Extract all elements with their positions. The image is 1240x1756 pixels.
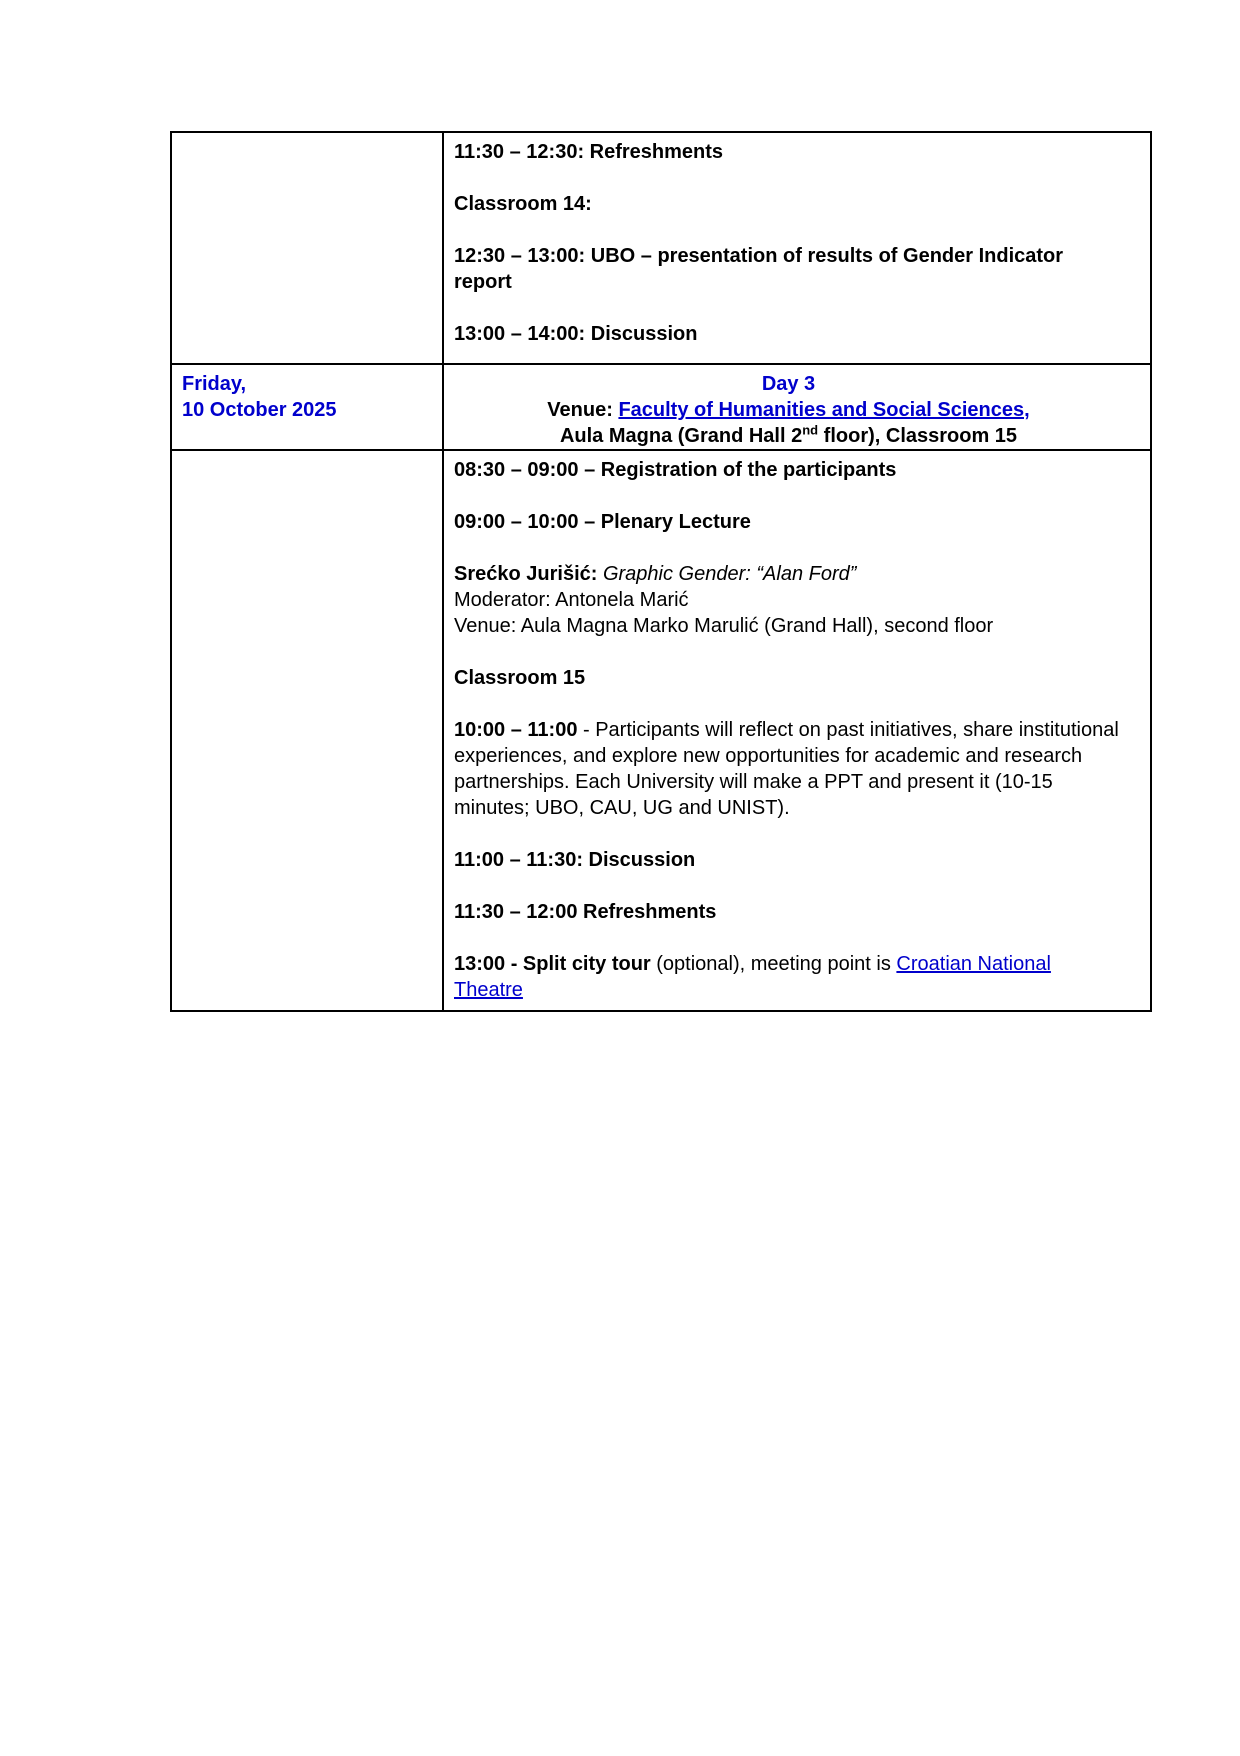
blank-line (454, 535, 1123, 561)
paragraph (454, 509, 1123, 535)
text-run: Classroom 15 (454, 667, 586, 689)
text-run: Srećko Jurišić: (454, 563, 603, 585)
text-run: Classroom 14: (454, 193, 592, 215)
date-cell-friday (171, 364, 443, 450)
paragraph (454, 243, 1123, 295)
text-run: nd (802, 422, 819, 438)
blank-line (454, 295, 1123, 321)
blank-line (454, 691, 1123, 717)
blank-line (454, 217, 1123, 243)
date-cell-empty (171, 450, 443, 1011)
text-run: 10:00 – 11:00 (454, 719, 578, 741)
paragraph (454, 665, 1123, 691)
text-run: Moderator: Antonela Marić (454, 589, 689, 611)
text-run: 11:30 – 12:30: Refreshments (454, 141, 724, 163)
paragraph (454, 587, 1123, 613)
paragraph (454, 847, 1123, 873)
text-run: 09:00 – 10:00 – Plenary Lecture (454, 511, 751, 533)
paragraph (454, 191, 1123, 217)
text-run: Venue: Aula Magna Marko Marulić (Grand Hall), second floor (454, 615, 994, 637)
paragraph (454, 321, 1123, 347)
text-run: Aula Magna (Grand Hall 2 (559, 425, 803, 447)
text-run: Friday, (182, 373, 247, 395)
text-run: Day 3 (761, 373, 816, 395)
text-run: 13:00 – 14:00: Discussion (454, 323, 698, 345)
blank-line (454, 925, 1123, 951)
text-run: 08:30 – 09:00 – Registration of the participants (454, 459, 897, 481)
schedule-cell-content (454, 139, 1123, 347)
table-row (171, 450, 1151, 1011)
date-cell-empty (171, 132, 443, 364)
conference-schedule-table (170, 131, 1152, 1012)
text-run: 11:30 – 12:00 Refreshments (454, 901, 717, 923)
blank-line (454, 483, 1123, 509)
blank-line (454, 639, 1123, 665)
text-run: Venue: (547, 399, 619, 421)
text-run: 10 October 2025 (182, 399, 337, 421)
paragraph (454, 899, 1123, 925)
faculty-of-humanities-link[interactable]: Faculty of Humanities and Social Sciences, (618, 399, 1030, 421)
paragraph (454, 717, 1123, 821)
paragraph (454, 457, 1123, 483)
schedule-cell-day2-afternoon (443, 132, 1151, 364)
table-row (171, 132, 1151, 364)
text-run: Graphic Gender: “Alan Ford” (602, 563, 857, 585)
blank-line (454, 873, 1123, 899)
schedule-cell-content (454, 371, 1123, 449)
text-run: 11:00 – 11:30: Discussion (454, 849, 696, 871)
paragraph (454, 371, 1123, 397)
paragraph (454, 561, 1123, 587)
text-run: (optional), meeting point is (650, 953, 897, 975)
paragraph (454, 139, 1123, 165)
croatian-national-theatre-link[interactable]: Croatian National Theatre (454, 953, 1051, 1001)
text-run: floor), Classroom 15 (818, 425, 1018, 447)
blank-line (454, 821, 1123, 847)
schedule-cell-day3-header (443, 364, 1151, 450)
table-row (171, 364, 1151, 450)
paragraph (454, 613, 1123, 639)
blank-line (454, 165, 1123, 191)
text-run: - Participants will reflect on past initiatives, share institutional experiences, and explore new opportunities for academic and research partnerships. Each University will make a PPT and present it (10-15 minutes; UBO, CAU, UG and UNIST). (454, 719, 1119, 819)
schedule-cell-day3-schedule (443, 450, 1151, 1011)
paragraph (454, 951, 1123, 1003)
text-run: 12:30 – 13:00: UBO – presentation of results of Gender Indicator report (454, 245, 1064, 293)
schedule-cell-content (454, 457, 1123, 1003)
paragraph (454, 397, 1123, 423)
paragraph (454, 423, 1123, 449)
text-run: 13:00 - Split city tour (454, 953, 651, 975)
